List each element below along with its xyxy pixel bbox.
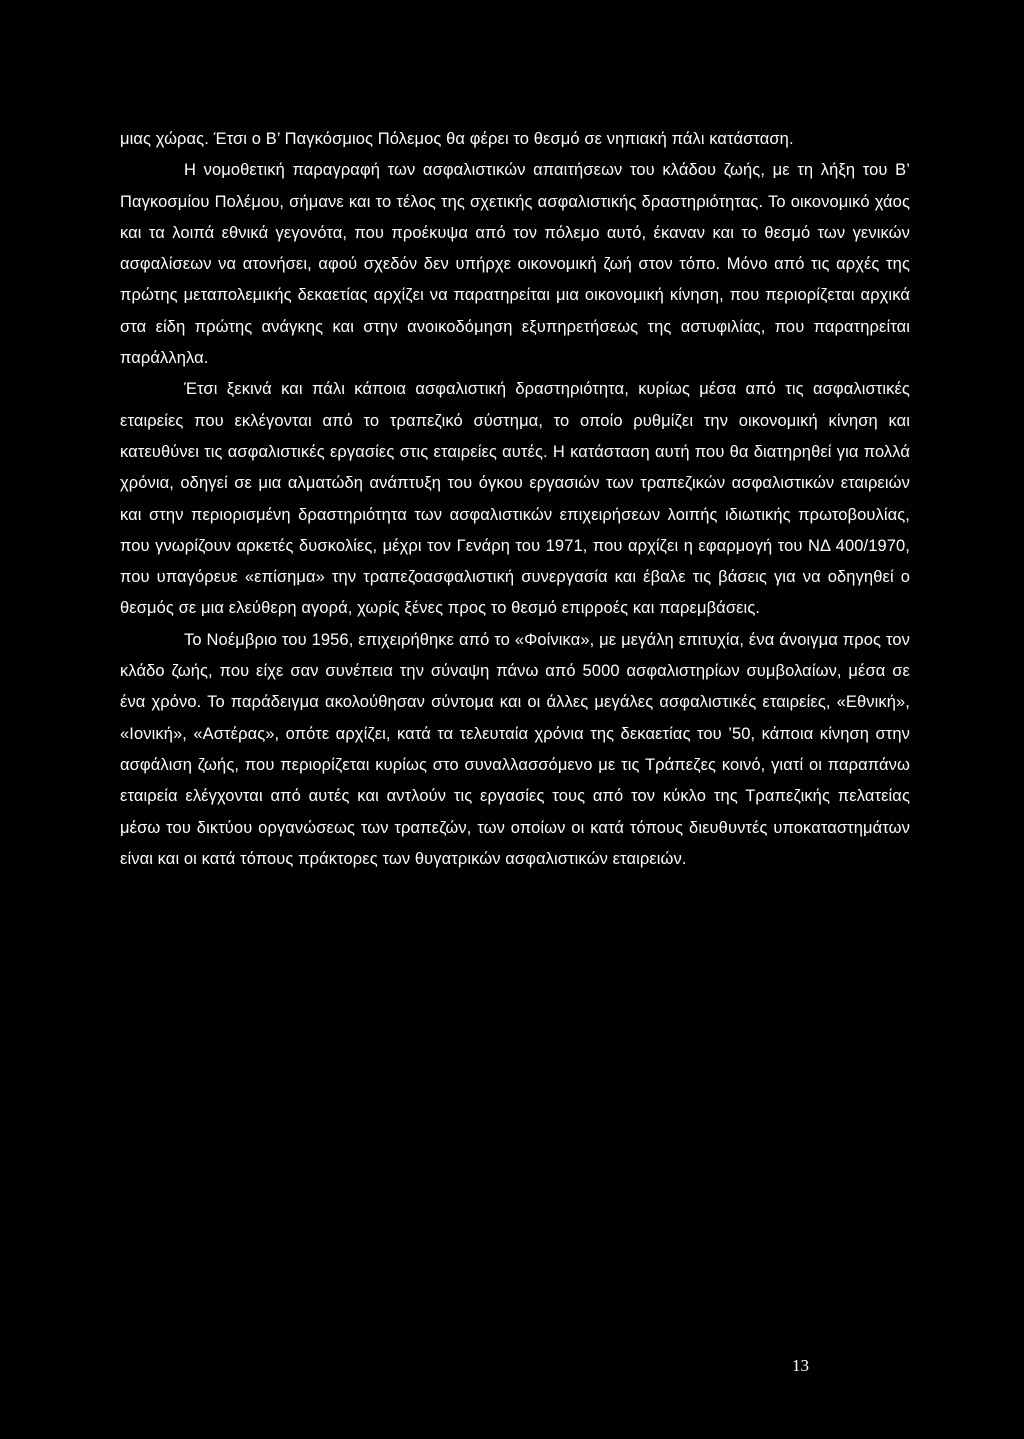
paragraph: Έτσι ξεκινά και πάλι κάποια ασφαλιστική δραστηριότητα, κυρίως μέσα από τις ασφαλιστικές εταιρείες που εκλέγονται από το τραπεζικό σύστημα, το οποίο ρυθμίζει την οικονομική κίνηση και κατευθύνει τις ασφαλιστικές εργασίες στις εταιρείες αυτές. Η κατάσταση αυτή που θα διατηρηθεί για πολλά χρόνια, οδηγεί σε μια αλματώδη ανάπτυξη του όγκου εργασιών των τραπεζικών ασφαλιστικών εταιρειών και στην περιορισμένη δραστηριότητα των ασφαλιστικών επιχειρήσεων λοιπής ιδιωτικής πρωτοβουλίας, που γνωρίζουν αρκετές δυσκολίες, μέχρι τον Γενάρη του 1971, που αρχίζει η εφαρμογή του ΝΔ 400/1970, που υπαγόρευε «επίσημα» την τραπεζοασφαλιστική συνεργασία και έβαλε τις βάσεις για να οδηγηθεί ο θεσμός σε μια ελεύθερη αγορά, χωρίς ξένες προς το θεσμό επιρροές και παρεμβάσεις.	[120, 380, 910, 618]
paragraph: Η νομοθετική παραγραφή των ασφαλιστικών απαιτήσεων του κλάδου ζωής, με τη λήξη του Β’ Παγκοσμίου Πολέμου, σήμανε και το τέλος της σχετικής ασφαλιστικής δραστηριότητας. Το οικονομικό χάος και τα λοιπά εθνικά γεγονότα, που προέκυψα από τον πόλεμο αυτό, έκαναν και το θεσμό των γενικών ασφαλίσεων να ατονήσει, αφού σχεδόν δεν υπήρχε οικονομική ζωή στον τόπο. Μόνο από τις αρχές της πρώτης μεταπολεμικής δεκαετίας αρχίζει να παρατηρείται μια οικονομική κίνηση, που περιορίζεται αρχικά στα είδη πρώτης ανάγκης και στην ανοικοδόμηση εξυπηρετήσεως της αστυφιλίας, που παρατηρείται παράλληλα.	[120, 161, 910, 368]
paragraph-continuation: μιας χώρας. Έτσι ο Β’ Παγκόσμιος Πόλεμος θα φέρει το θεσμό σε νηπιακή πάλι κατάσταση.	[120, 130, 794, 148]
body-text	[120, 124, 910, 875]
page-number: 13	[792, 1356, 809, 1375]
paragraph: Το Νοέμβριο του 1956, επιχειρήθηκε από το «Φοίνικα», με μεγάλη επιτυχία, ένα άνοιγμα προς τον κλάδο ζωής, που είχε σαν συνέπεια την σύναψη πάνω από 5000 ασφαλιστηρίων συμβολαίων, μέσα σε ένα χρόνο. Το παράδειγμα ακολούθησαν σύντομα και οι άλλες μεγάλες ασφαλιστικές εταιρείες, «Εθνική», «Ιονική», «Αστέρας», οπότε αρχίζει, κατά τα τελευταία χρόνια της δεκαετίας του ’50, κάποια κίνηση στην ασφάλιση ζωής, που περιορίζεται κυρίως στο συναλλασσόμενο με τις Τράπεζες κοινό, γιατί οι παραπάνω εταιρεία ελέγχονται από αυτές και αντλούν τις εργασίες τους από τον κύκλο της Τραπεζικής πελατείας μέσω του δικτύου οργανώσεως των τραπεζών, των οποίων οι κατά τόπους διευθυντές υποκαταστημάτων είναι και οι κατά τόπους πράκτορες των θυγατρικών ασφαλιστικών εταιρειών.	[120, 630, 910, 868]
